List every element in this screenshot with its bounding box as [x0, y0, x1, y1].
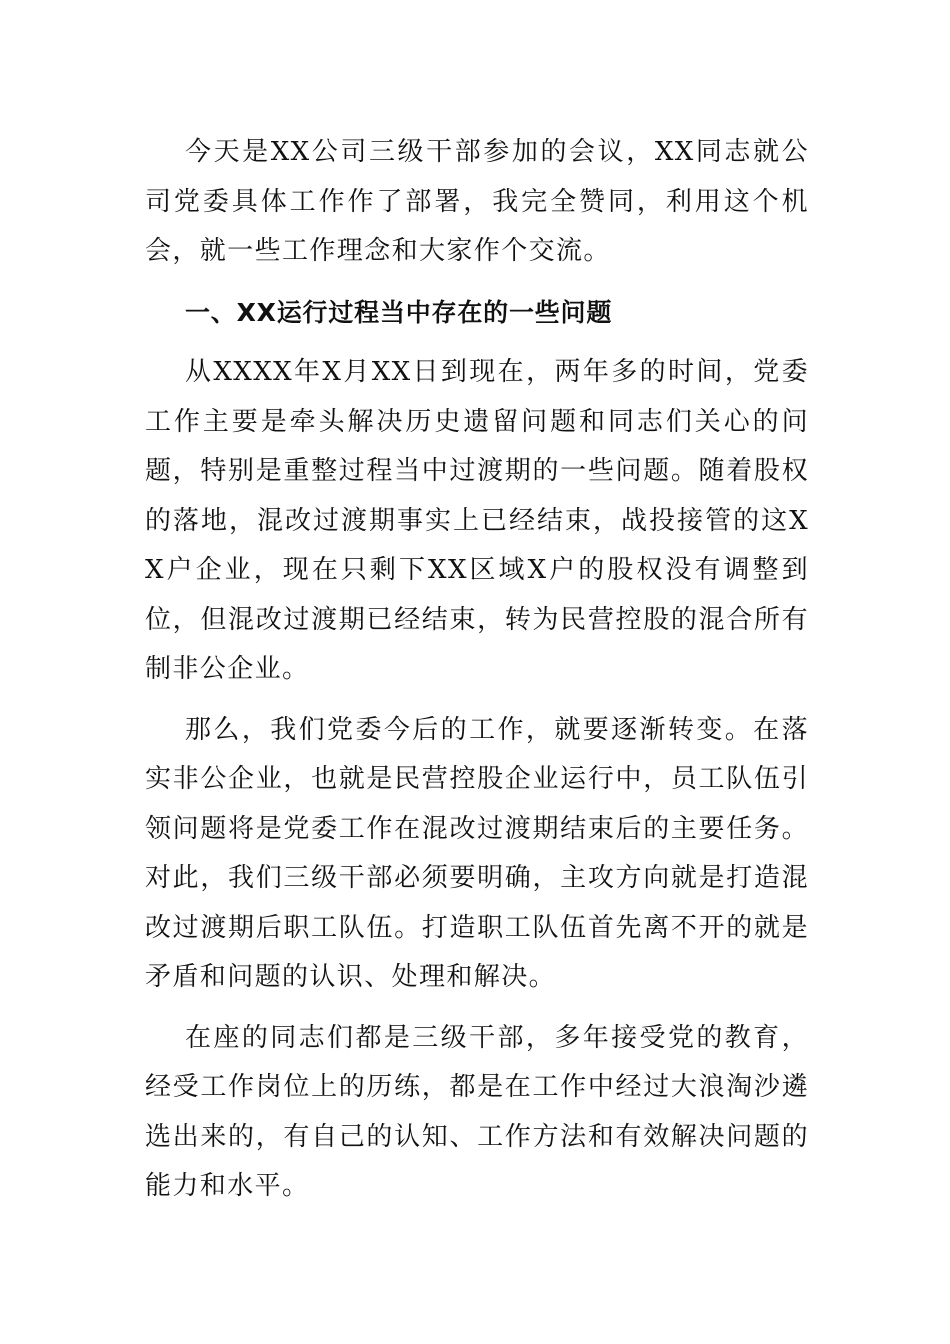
- document-body: [145, 128, 809, 1212]
- section-heading: 一、XX运行过程当中存在的一些问题: [185, 297, 613, 327]
- body-paragraph-3: 在座的同志们都是三级干部，多年接受党的教育，经受工作岗位上的历练，都是在工作中经过大浪淘沙遴选出来的，有自己的认知、工作方法和有效解决问题的能力和水平。: [145, 1022, 809, 1201]
- intro-paragraph: 今天是XX公司三级干部参加的会议，XX同志就公司党委具体工作作了部署，我完全赞同，利用这个机会，就一些工作理念和大家作个交流。: [145, 137, 809, 266]
- body-paragraph-2: 那么，我们党委今后的工作，就要逐渐转变。在落实非公企业，也就是民营控股企业运行中，员工队伍引领问题将是党委工作在混改过渡期结束后的主要任务。对此，我们三级干部必须要明确，主攻方向就是打造混改过渡期后职工队伍。打造职工队伍首先离不开的就是矛盾和问题的认识、处理和解决。: [145, 714, 809, 992]
- body-paragraph-1: 从XXXX年X月XX日到现在，两年多的时间，党委工作主要是牵头解决历史遗留问题和同志们关心的问题，特别是重整过程当中过渡期的一些问题。随着股权的落地，混改过渡期事实上已经结束，战投接管的这XX户企业，现在只剩下XX区域X户的股权没有调整到位，但混改过渡期已经结束，转为民营控股的混合所有制非公企业。: [145, 357, 809, 684]
